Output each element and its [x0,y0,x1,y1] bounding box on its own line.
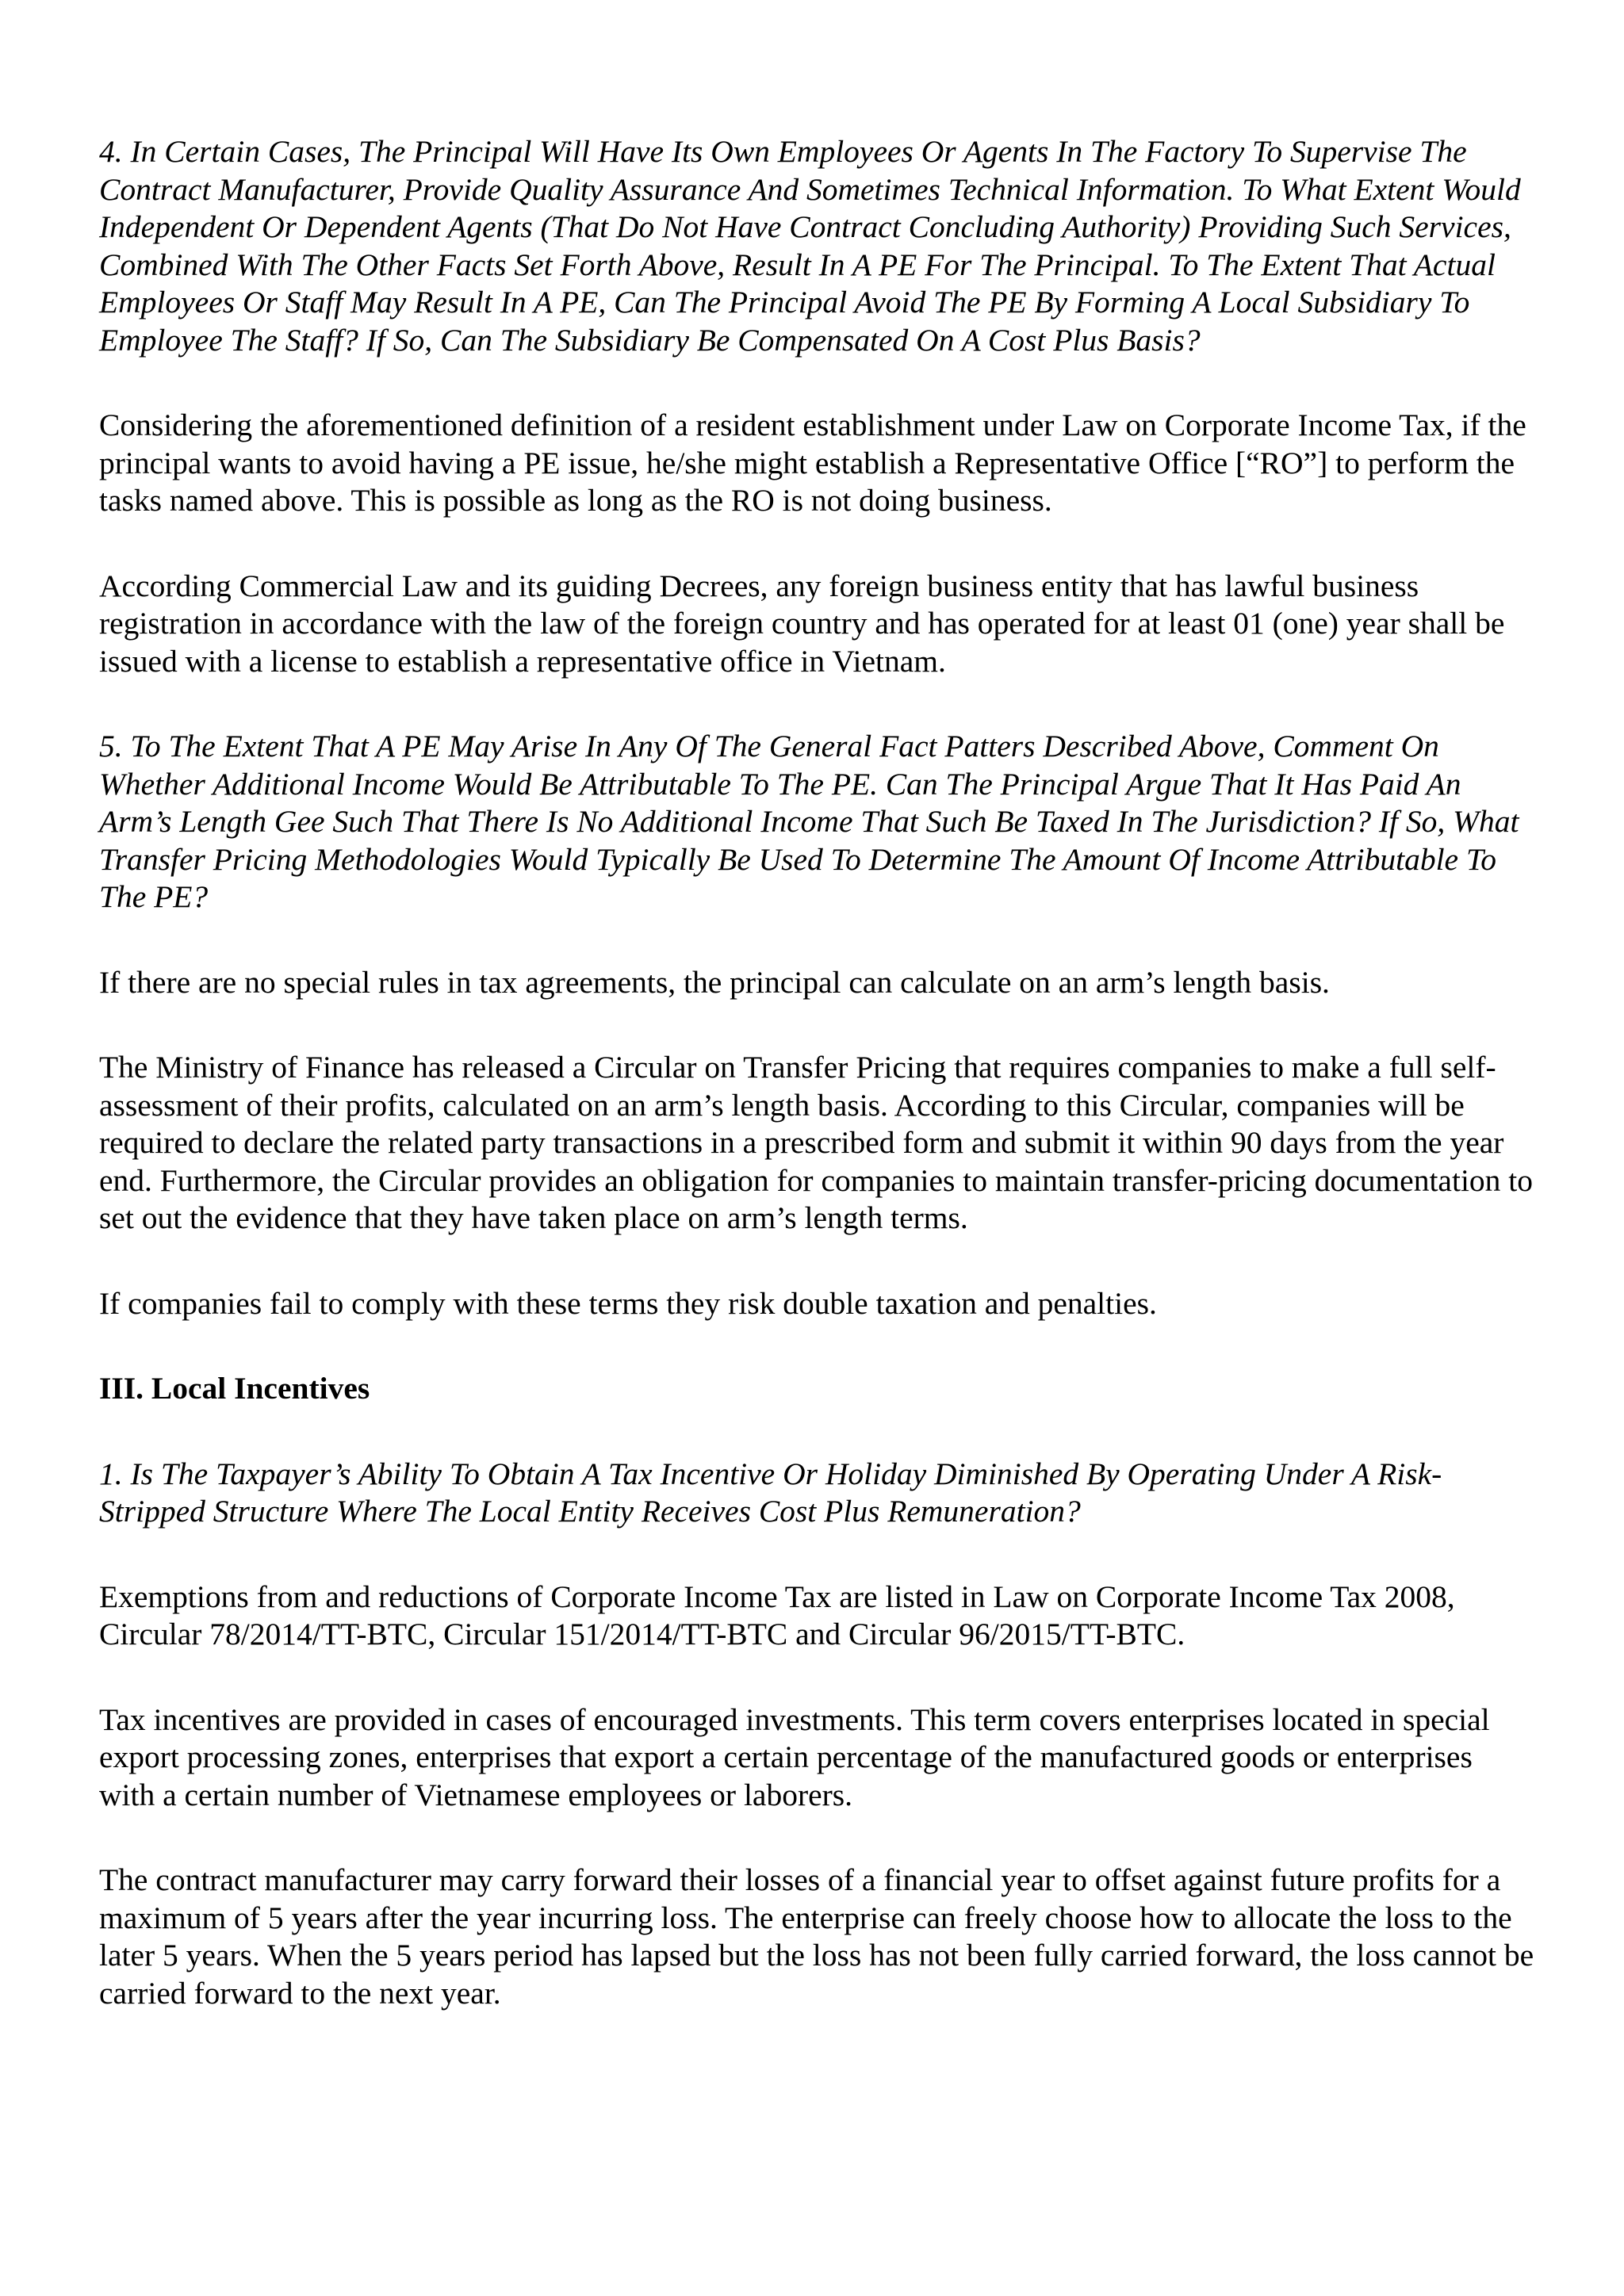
answer-4-paragraph-1: Considering the aforementioned definition of a resident establishment under Law on Corporate Income Tax, if the principal wants to avoid having a PE issue, he/she might establish a Representative Office [“RO”] to perform the tasks named above. This is possible as long as the RO is not doing business. [99,408,1526,518]
answer-5-paragraph-3: If companies fail to comply with these terms they risk double taxation and penalties. [99,1285,1157,1321]
answer-3-1-paragraph-1: Exemptions from and reductions of Corporate Income Tax are listed in Law on Corporate Income Tax 2008, Circular 78/2014/TT-BTC, Circular 151/2014/TT-BTC and Circular 96/2015/TT-BTC. [99,1578,1455,1651]
question-5: 5. To The Extent That A PE May Arise In Any Of The General Fact Patters Described Above, Comment On Whether Additional Income Would Be Attributable To The PE. Can The Principal Argue That It Has Paid An Arm’s Length Gee Such That There Is No Additional Income That Such Be Taxed In The Jurisdiction? If So, What Transfer Pricing Methodologies Would Typically Be Used To Determine The Amount Of Income Attributable To The PE? [99,729,1519,914]
answer-5-paragraph-1: If there are no special rules in tax agreements, the principal can calculate on an arm’s length basis. [99,964,1330,1000]
question-3-1: 1. Is The Taxpayer’s Ability To Obtain A Tax Incentive Or Holiday Diminished By Operating Under A Risk-Stripped Structure Where The Local Entity Receives Cost Plus Remuneration? [99,1456,1442,1529]
question-4: 4. In Certain Cases, The Principal Will Have Its Own Employees Or Agents In The Factory To Supervise The Contract Manufacturer, Provide Quality Assurance And Sometimes Technical Information. To What Extent Would Independent Or Dependent Agents (That Do Not Have Contract Concluding Authority) Providing Such Services, Combined With The Other Facts Set Forth Above, Result In A PE For The Principal. To The Extent That Actual Employees Or Staff May Result In A PE, Can The Principal Avoid The PE By Forming A Local Subsidiary To Employee The Staff? If So, Can The Subsidiary Be Compensated On A Cost Plus Basis? [99,134,1521,358]
answer-3-1-paragraph-2: Tax incentives are provided in cases of encouraged investments. This term covers enterprises located in special export processing zones, enterprises that export a certain percentage of the manufactured goods or enterprises with a certain number of Vietnamese employees or laborers. [99,1701,1490,1812]
answer-5-paragraph-2: The Ministry of Finance has released a Circular on Transfer Pricing that requires companies to make a full self-assessment of their profits, calculated on an arm’s length basis. According to this Circular, companies will be required to declare the related party transactions in a prescribed form and submit it within 90 days from the year end. Furthermore, the Circular provides an obligation for companies to maintain transfer-pricing documentation to set out the evidence that they have taken place on arm’s length terms. [99,1050,1534,1235]
document-page [99,133,1534,2060]
answer-4-paragraph-2: According Commercial Law and its guiding Decrees, any foreign business entity that has lawful business registration in accordance with the law of the foreign country and has operated for at least 01 (one) year shall be issued with a license to establish a representative office in Vietnam. [99,568,1505,679]
answer-3-1-paragraph-3: The contract manufacturer may carry forward their losses of a financial year to offset against future profits for a maximum of 5 years after the year incurring loss. The enterprise can freely choose how to allocate the loss to the later 5 years. When the 5 years period has lapsed but the loss has not been fully carried forward, the loss cannot be carried forward to the next year. [99,1862,1534,2011]
section-heading-local-incentives: III. Local Incentives [99,1371,370,1406]
